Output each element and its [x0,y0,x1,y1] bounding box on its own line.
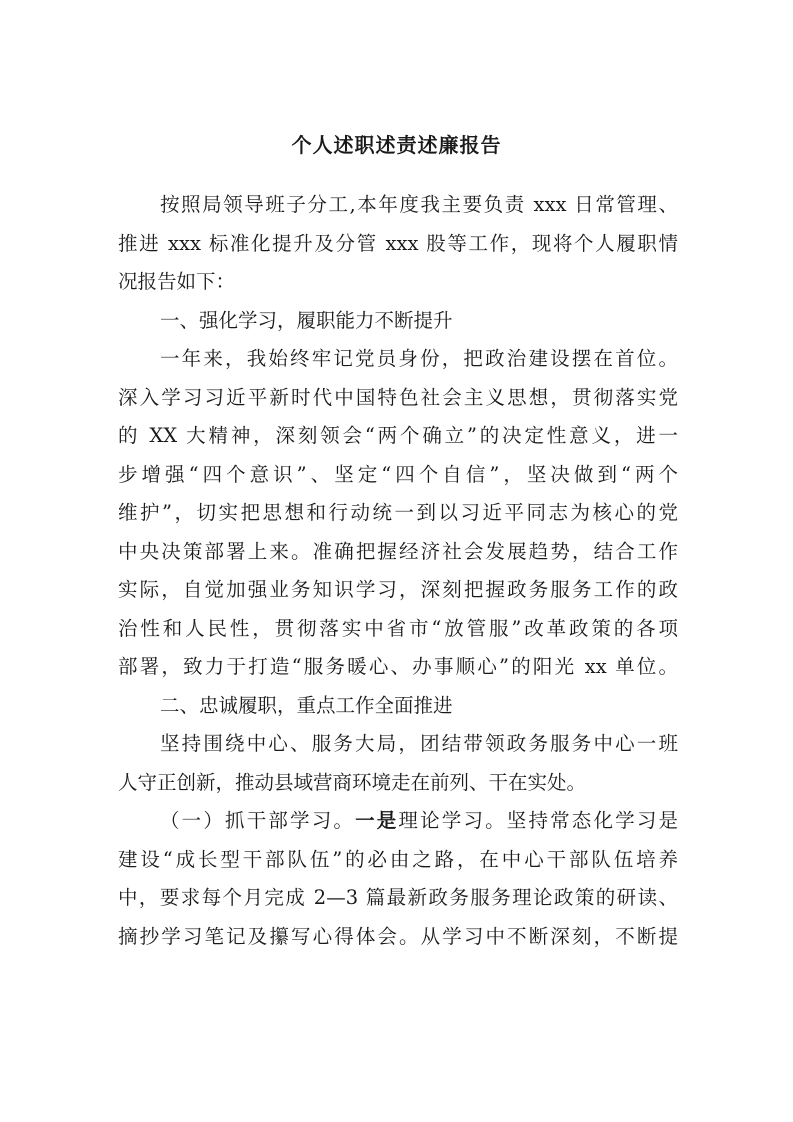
document-body [118,186,678,956]
text-line: 推进 xxx 标准化提升及分管 xxx 股等工作，现将个人履职情 [118,231,678,255]
text-line: 一年来，我始终牢记党员身份，把政治建设摆在首位。 [160,347,678,370]
paragraph-block [118,841,678,957]
text-line: 维护”，切实把思想和行动统一到以习近平同志为核心的党 [118,501,678,524]
text-line: 中央决策部署上来。准确把握经济社会发展趋势，结合工作 [118,539,678,563]
text-line: 一、强化学习，履职能力不断提升 [160,308,453,332]
text-line: 况报告如下： [118,270,236,293]
text-line: 部署，致力于打造“服务暖心、办事顺心”的阳光 xx 单位。 [118,655,678,678]
text-line: 摘抄学习笔记及攥写心得体会。从学习中不断深刻，不断提 [118,924,678,948]
text-line: 二、忠诚履职，重点工作全面推进 [160,693,453,717]
text-line: 步增强“四个意识”、坚定“四个自信”，坚决做到“两个 [118,462,678,486]
text-line: 按照局领导班子分工,本年度我主要负责 xxx 日常管理、 [160,193,678,216]
text-line: 建设“成长型干部队伍”的必由之路，在中心干部队伍培养 [118,847,678,871]
text-line: 实际，自觉加强业务知识学习，深刻把握政务服务工作的政 [118,578,678,601]
text-line: 中，要求每个月完成 2—3 篇最新政务服务理论政策的研读、 [118,886,678,909]
text-line: 治性和人民性，贯彻落实中省市“放管服”改革政策的各项 [118,616,678,640]
section-heading-prefix: （一）抓干部学习。 [160,809,356,832]
emphasis-text: 一是 [355,809,399,832]
line-suffix: 理论学习。坚持常态化学习是 [398,809,678,832]
paragraph-block [118,186,678,802]
text-line: 坚持围绕中心、服务大局，团结带领政务服务中心一班 [160,732,678,755]
document-title: 个人述职述责述廉报告 [291,133,502,157]
text-line: 深入学习习近平新时代中国特色社会主义思想，贯彻落实党 [118,385,678,409]
text-line: 的 XX 大精神，深刻领会“两个确立”的决定性意义，进一 [118,424,678,447]
text-line: 人守正创新，推动县域营商环境走在前列、干在实处。 [118,770,587,794]
text-line-mixed [118,802,678,841]
